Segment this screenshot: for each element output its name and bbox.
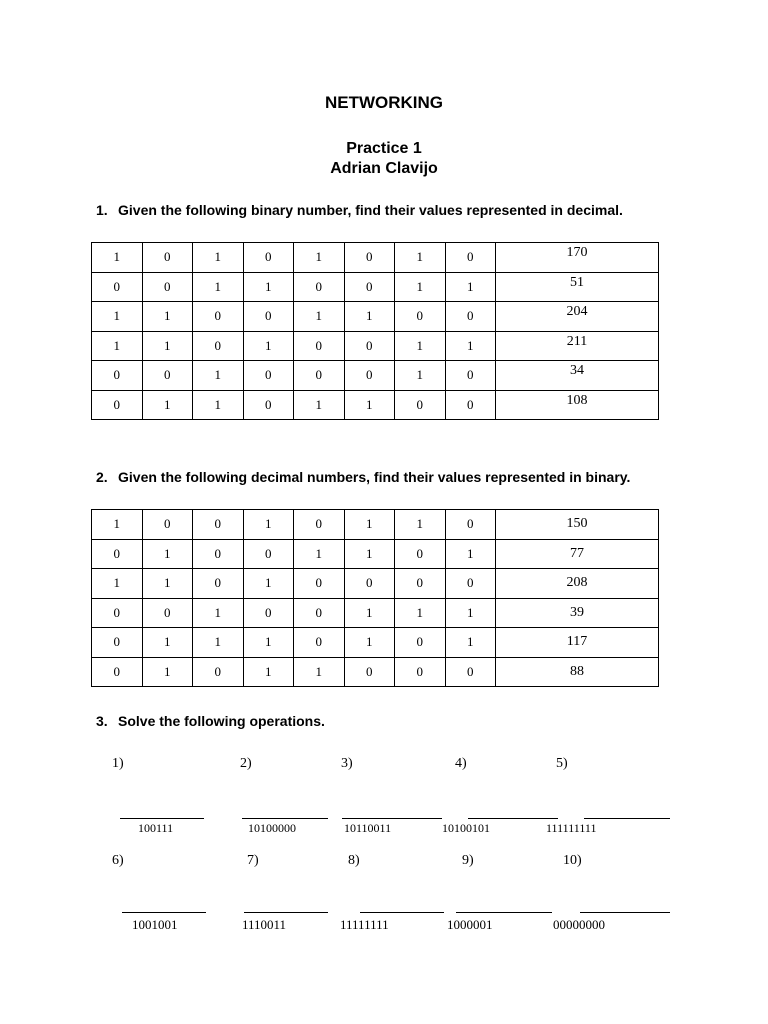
decimal-to-binary-table: [91, 509, 659, 687]
bit-cell: 0: [243, 390, 294, 420]
bit-cell: 0: [294, 510, 345, 540]
operation-result: 10110011: [344, 821, 392, 835]
bit-cell: 1: [193, 598, 244, 628]
bit-cell: 1: [445, 598, 496, 628]
decimal-cell: 108: [496, 390, 659, 420]
bit-cell: 0: [92, 628, 143, 658]
bit-cell: 1: [294, 243, 345, 273]
bit-cell: 1: [395, 331, 446, 361]
bit-cell: 1: [243, 657, 294, 687]
operation-rule: [456, 912, 552, 913]
question-1: [96, 202, 623, 218]
decimal-cell: 77: [496, 539, 659, 569]
question-2-number: 2.: [96, 469, 108, 485]
bit-cell: 1: [243, 510, 294, 540]
bit-cell: 1: [243, 628, 294, 658]
question-1-number: 1.: [96, 202, 108, 218]
bit-cell: 0: [395, 302, 446, 332]
bit-cell: 1: [395, 243, 446, 273]
operation-label: 8): [348, 853, 360, 868]
bit-cell: 0: [193, 569, 244, 599]
bit-cell: 1: [344, 390, 395, 420]
bit-cell: 0: [142, 243, 193, 273]
operation-label: 6): [112, 853, 124, 868]
bit-cell: 0: [92, 361, 143, 391]
operation-rule: [584, 818, 670, 819]
bit-cell: 1: [445, 628, 496, 658]
bit-cell: 1: [395, 598, 446, 628]
table-row: [92, 361, 659, 391]
bit-cell: 1: [142, 302, 193, 332]
bit-cell: 0: [445, 390, 496, 420]
bit-cell: 1: [294, 539, 345, 569]
bit-cell: 0: [445, 569, 496, 599]
decimal-cell: 204: [496, 302, 659, 332]
operation-result: 1001001: [132, 917, 178, 932]
bit-cell: 0: [193, 331, 244, 361]
bit-cell: 1: [294, 390, 345, 420]
operation-label: 3): [341, 756, 353, 771]
decimal-cell: 51: [496, 272, 659, 302]
bit-cell: 0: [193, 302, 244, 332]
bit-cell: 1: [243, 569, 294, 599]
bit-cell: 0: [92, 272, 143, 302]
binary-to-decimal-table: [91, 242, 659, 420]
operation-label: 9): [462, 853, 474, 868]
operation-label: 5): [556, 756, 568, 771]
bit-cell: 1: [243, 272, 294, 302]
bit-cell: 0: [294, 331, 345, 361]
bit-cell: 0: [294, 272, 345, 302]
bit-cell: 0: [243, 243, 294, 273]
bit-cell: 0: [294, 361, 345, 391]
bit-cell: 0: [92, 598, 143, 628]
bit-cell: 0: [344, 657, 395, 687]
bit-cell: 0: [294, 598, 345, 628]
bit-cell: 0: [193, 510, 244, 540]
bit-cell: 1: [395, 272, 446, 302]
bit-cell: 1: [142, 390, 193, 420]
operation-rule: [122, 912, 206, 913]
bit-cell: 0: [344, 243, 395, 273]
bit-cell: 1: [193, 243, 244, 273]
decimal-cell: 208: [496, 569, 659, 599]
bit-cell: 0: [395, 628, 446, 658]
decimal-cell: 39: [496, 598, 659, 628]
bit-cell: 1: [92, 331, 143, 361]
table-row: [92, 390, 659, 420]
bit-cell: 1: [142, 657, 193, 687]
bit-cell: 0: [142, 361, 193, 391]
table-row: [92, 243, 659, 273]
operation-label: 7): [247, 853, 259, 868]
bit-cell: 1: [294, 657, 345, 687]
bit-cell: 0: [92, 657, 143, 687]
bit-cell: 0: [142, 510, 193, 540]
bit-cell: 1: [243, 331, 294, 361]
decimal-cell: 170: [496, 243, 659, 273]
bit-cell: 0: [243, 539, 294, 569]
bit-cell: 1: [92, 243, 143, 273]
bit-cell: 1: [445, 539, 496, 569]
question-3-text: Solve the following operations.: [118, 713, 325, 729]
bit-cell: 0: [395, 569, 446, 599]
table-row: [92, 598, 659, 628]
table-row: [92, 331, 659, 361]
bit-cell: 0: [193, 657, 244, 687]
bit-cell: 0: [243, 598, 294, 628]
bit-cell: 1: [142, 539, 193, 569]
operation-rule: [342, 818, 442, 819]
bit-cell: 1: [344, 510, 395, 540]
question-2-text: Given the following decimal numbers, find their values represented in binary.: [118, 469, 631, 485]
question-3-number: 3.: [96, 713, 108, 729]
bit-cell: 0: [92, 390, 143, 420]
bit-cell: 0: [243, 361, 294, 391]
operation-rule: [244, 912, 328, 913]
bit-cell: 1: [395, 510, 446, 540]
operation-label: 10): [563, 853, 582, 868]
table-row: [92, 569, 659, 599]
table-row: [92, 510, 659, 540]
bit-cell: 1: [445, 272, 496, 302]
bit-cell: 0: [294, 569, 345, 599]
bit-cell: 1: [92, 510, 143, 540]
decimal-cell: 150: [496, 510, 659, 540]
bit-cell: 0: [344, 361, 395, 391]
bit-cell: 0: [445, 510, 496, 540]
table-row: [92, 539, 659, 569]
bit-cell: 1: [344, 628, 395, 658]
operation-rule: [580, 912, 670, 913]
bit-cell: 0: [445, 361, 496, 391]
operation-result: 00000000: [553, 917, 605, 932]
decimal-cell: 88: [496, 657, 659, 687]
bit-cell: 0: [344, 569, 395, 599]
author-name: Adrian Clavijo: [330, 160, 438, 177]
document-title: NETWORKING: [324, 93, 444, 112]
bit-cell: 1: [92, 302, 143, 332]
operation-label: 4): [455, 756, 467, 771]
bit-cell: 1: [395, 361, 446, 391]
bit-cell: 0: [445, 243, 496, 273]
operation-result: 100111: [138, 821, 174, 835]
operation-result: 1000001: [447, 917, 493, 932]
bit-cell: 1: [445, 331, 496, 361]
bit-cell: 1: [193, 272, 244, 302]
bit-cell: 1: [344, 598, 395, 628]
bit-cell: 0: [92, 539, 143, 569]
operation-rule: [468, 818, 558, 819]
bit-cell: 1: [92, 569, 143, 599]
bit-cell: 0: [142, 272, 193, 302]
question-3: [96, 713, 325, 729]
bit-cell: 0: [445, 657, 496, 687]
bit-cell: 0: [445, 302, 496, 332]
bit-cell: 1: [294, 302, 345, 332]
operation-label: 1): [112, 756, 124, 771]
question-1-text: Given the following binary number, find their values represented in decimal.: [118, 202, 623, 218]
bit-cell: 0: [395, 390, 446, 420]
operation-result: 11111111: [340, 917, 389, 932]
bit-cell: 1: [142, 628, 193, 658]
operation-result: 111111111: [546, 821, 597, 835]
table-row: [92, 302, 659, 332]
decimal-cell: 117: [496, 628, 659, 658]
operation-result: 10100000: [248, 821, 296, 835]
bit-cell: 1: [193, 390, 244, 420]
operation-label: 2): [240, 756, 252, 771]
bit-cell: 0: [395, 657, 446, 687]
bit-cell: 0: [395, 539, 446, 569]
question-2: [96, 469, 630, 485]
operation-rule: [242, 818, 328, 819]
bit-cell: 0: [294, 628, 345, 658]
bit-cell: 1: [344, 539, 395, 569]
operation-result: 1110011: [242, 917, 287, 932]
bit-cell: 0: [344, 331, 395, 361]
bit-cell: 1: [142, 569, 193, 599]
operation-rule: [360, 912, 444, 913]
table-row: [92, 657, 659, 687]
practice-label: Practice 1: [346, 140, 422, 157]
table-row: [92, 628, 659, 658]
decimal-cell: 211: [496, 331, 659, 361]
bit-cell: 1: [142, 331, 193, 361]
bit-cell: 1: [344, 302, 395, 332]
table-row: [92, 272, 659, 302]
operation-rule: [120, 818, 204, 819]
bit-cell: 0: [142, 598, 193, 628]
bit-cell: 1: [193, 361, 244, 391]
decimal-cell: 34: [496, 361, 659, 391]
bit-cell: 0: [243, 302, 294, 332]
bit-cell: 1: [193, 628, 244, 658]
bit-cell: 0: [193, 539, 244, 569]
bit-cell: 0: [344, 272, 395, 302]
operation-result: 10100101: [442, 821, 490, 835]
